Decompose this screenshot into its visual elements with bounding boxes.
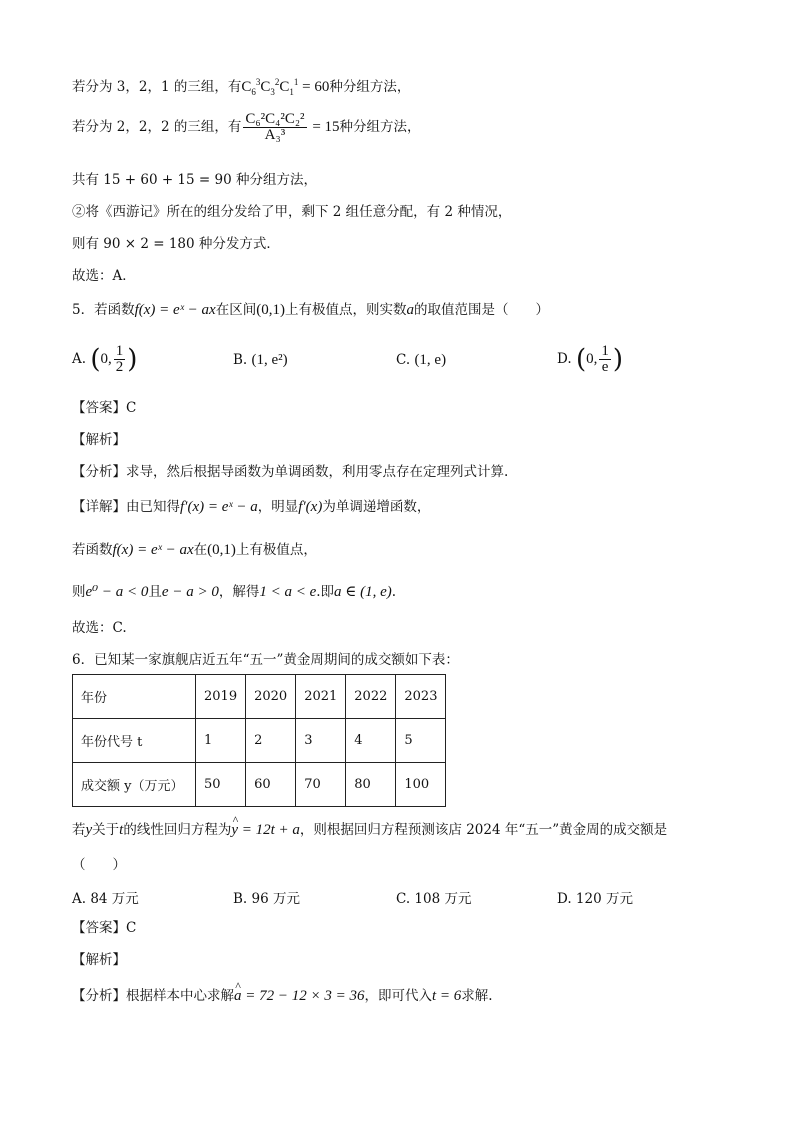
solution-line-3: 共有 15 + 60 + 15 = 90 种分组方法， — [72, 172, 317, 188]
q6-option-d[interactable]: D. 120 万元 — [557, 891, 633, 907]
q5-option-b[interactable]: B. (1, e²) — [233, 352, 288, 368]
solution-choice: 故选：A． — [72, 268, 136, 284]
table-cell: 2019 — [196, 675, 246, 719]
table-cell: 2021 — [296, 675, 346, 719]
q6-option-b[interactable]: B. 96 万元 — [233, 891, 300, 907]
q5-option-c[interactable]: C. (1, e) — [396, 352, 447, 368]
solution-line-1 — [72, 72, 410, 102]
q6-data-table — [72, 674, 446, 807]
table-cell: 80 — [346, 763, 396, 807]
table-cell: 年份代号 t — [73, 719, 196, 763]
table-cell: 2022 — [346, 675, 396, 719]
table-cell: 4 — [346, 719, 396, 763]
q5-analysis-head: 【解析】 — [72, 432, 126, 448]
table-row — [73, 675, 446, 719]
q6-analysis-head: 【解析】 — [72, 952, 126, 968]
q6-option-c[interactable]: C. 108 万元 — [396, 891, 472, 907]
math-fraction: $\frac{\text{C₆²C₄²C₂²}}{\text{A₃³}}$ — [245, 111, 305, 143]
text: 若分为 2，2，2 的三组，有 — [72, 119, 242, 135]
table-cell: 成交额 y（万元） — [73, 763, 196, 807]
solution-line-4: ②将《西游记》所在的组分发给了甲，剩下 2 组任意分配，有 2 种情况， — [72, 204, 512, 220]
q6-regression-line: 若y关于t的线性回归方程为^ y = 12t + a，则根据回归方程预测该店 2024 年“五一”黄金周的成交额是 — [72, 820, 667, 840]
q5-option-d[interactable]: D. (0, $\frac{1}{e}$ ) — [557, 343, 623, 375]
q5-choice: 故选：C. — [72, 620, 127, 636]
q5-detail-2: 若函数f(x) = eˣ − ax在(0,1)上有极值点， — [72, 542, 317, 558]
q5-option-a[interactable]: A. (0, $\frac{1}{2}$ ) — [72, 343, 138, 375]
q5-answer: 【答案】C — [72, 400, 137, 416]
math-equals: = 15 — [308, 119, 340, 135]
table-cell: 2 — [246, 719, 296, 763]
q6-analysis: 【分析】根据样本中心求解^ a = 72 − 12 × 3 = 36，即可代入t = 6求解. — [72, 986, 493, 1006]
text: 若分为 3，2，1 的三组，有 — [72, 79, 242, 95]
q5-stem: 5．若函数f(x) = eˣ − ax在区间(0,1)上有极值点，则实数a的取值范围是（ ） — [72, 302, 549, 318]
table-cell: 50 — [196, 763, 246, 807]
q6-paren: （ ） — [72, 857, 126, 873]
q5-detail-3: 则e⁰ − a < 0且e − a > 0，解得1 < a < e.即a ∈ (1, e). — [72, 584, 397, 600]
solution-line-2 — [72, 112, 421, 143]
table-row — [73, 719, 446, 763]
q6-answer: 【答案】C — [72, 920, 137, 936]
table-cell: 1 — [196, 719, 246, 763]
q5-detail-1: 【详解】由已知得f′(x) = eˣ − a，明显f′(x)为单调递增函数， — [72, 499, 431, 515]
q6-option-a[interactable]: A. 84 万元 — [72, 891, 139, 907]
q5-analysis: 【分析】求导，然后根据导函数为单调函数，利用零点存在定理列式计算. — [72, 464, 509, 480]
q6-stem: 6．已知某一家旗舰店近五年“五一”黄金周期间的成交额如下表： — [72, 652, 459, 668]
math-combination: $C_6^3C_3^2C_1^1 = 60$ — [241, 77, 330, 97]
table-cell: 5 — [396, 719, 446, 763]
table-cell: 3 — [296, 719, 346, 763]
table-row — [73, 763, 446, 807]
table-cell: 70 — [296, 763, 346, 807]
text: 种分组方法， — [339, 119, 421, 135]
solution-line-5: 则有 90 × 2 = 180 种分发方式． — [72, 236, 280, 252]
table-cell: 年份 — [73, 675, 196, 719]
text: 种分组方法， — [329, 79, 411, 95]
table-cell: 60 — [246, 763, 296, 807]
table-cell: 100 — [396, 763, 446, 807]
table-cell: 2023 — [396, 675, 446, 719]
table-cell: 2020 — [246, 675, 296, 719]
